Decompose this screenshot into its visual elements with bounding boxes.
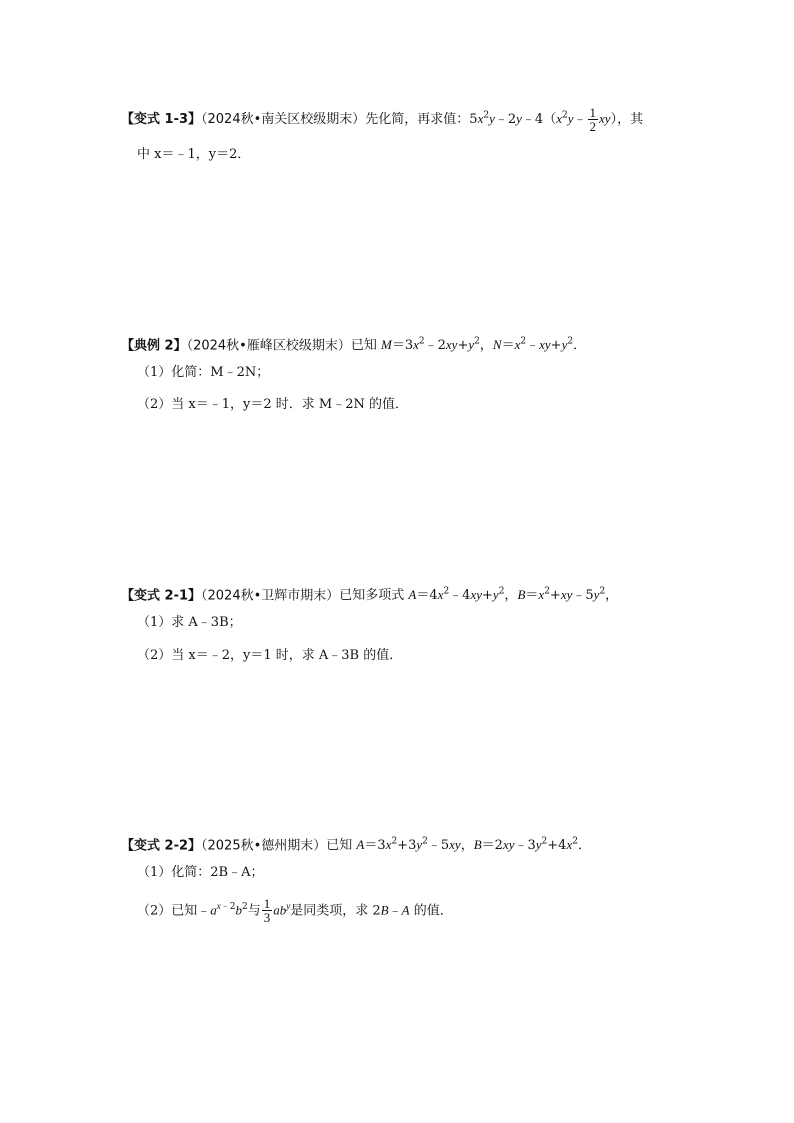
- problem-1-source: （2024秋•南关区校级期末）: [201, 112, 366, 127]
- problem-2-source: （2024秋•雁峰区校级期末）: [186, 338, 351, 354]
- fraction-one-half: $\frac{1}{2}$: [589, 105, 597, 134]
- problem-1-line-2: 中 x＝﹣1，y＝2．: [137, 147, 251, 162]
- problem-4-line-2: （1）化简：2B﹣A；: [137, 865, 264, 880]
- problem-2-line-3: （2）当 x＝﹣1，y＝2 时．求 M﹣2N 的值．: [137, 397, 408, 412]
- problem-2-line-2: （1）化简：M﹣2N；: [137, 365, 270, 380]
- problem-3-text-line-1: 已知多项式 $A=4x^2﹣4xy+y^2$，$B=x^2+xy﹣5y^2$，: [339, 587, 619, 604]
- problem-3-label: 【变式 2-1】: [121, 588, 202, 604]
- problem-4-text-line-1: 已知 $A=3x^2+3y^2﹣5xy$，$B=2xy﹣3y^2+4x^2$．: [326, 837, 591, 854]
- problem-4-line-3: （2）已知$﹣a^{x﹣2}b^2$与 $\frac{1}{3}$ $ab^y$是同类项，求 2B﹣A 的值．: [137, 896, 453, 926]
- problem-2-line-1: [121, 333, 586, 355]
- problem-4-label: 【变式 2-2】: [121, 838, 202, 854]
- problem-2-text-line-1: 已知 $M=3x^2﹣2xy+y^2$，$N=x^2﹣xy+y^2$．: [350, 337, 587, 354]
- problem-1-label: 【变式 1-3】: [121, 112, 202, 127]
- problem-4-source: （2025秋•德州期末）: [201, 838, 327, 854]
- problem-3-line-1: [121, 583, 618, 605]
- problem-3-source: （2024秋•卫辉市期末）: [201, 588, 340, 604]
- problem-2-label: 【典例 2】: [121, 338, 187, 354]
- problem-3-line-3: （2）当 x＝﹣2，y＝1 时，求 A﹣3B 的值．: [137, 648, 403, 663]
- fraction-one-third: $\frac{1}{3}$: [263, 896, 271, 926]
- problem-1-line-1: [121, 106, 643, 133]
- problem-1-text-line-1: 先化简，再求值：$5x^2y﹣2y﹣4(x^2y﹣$ $\frac{1}{2}$ xy），其: [365, 105, 644, 134]
- problem-3-line-2: （1）求 A﹣3B；: [137, 615, 242, 630]
- problem-4-line-1: [121, 833, 591, 855]
